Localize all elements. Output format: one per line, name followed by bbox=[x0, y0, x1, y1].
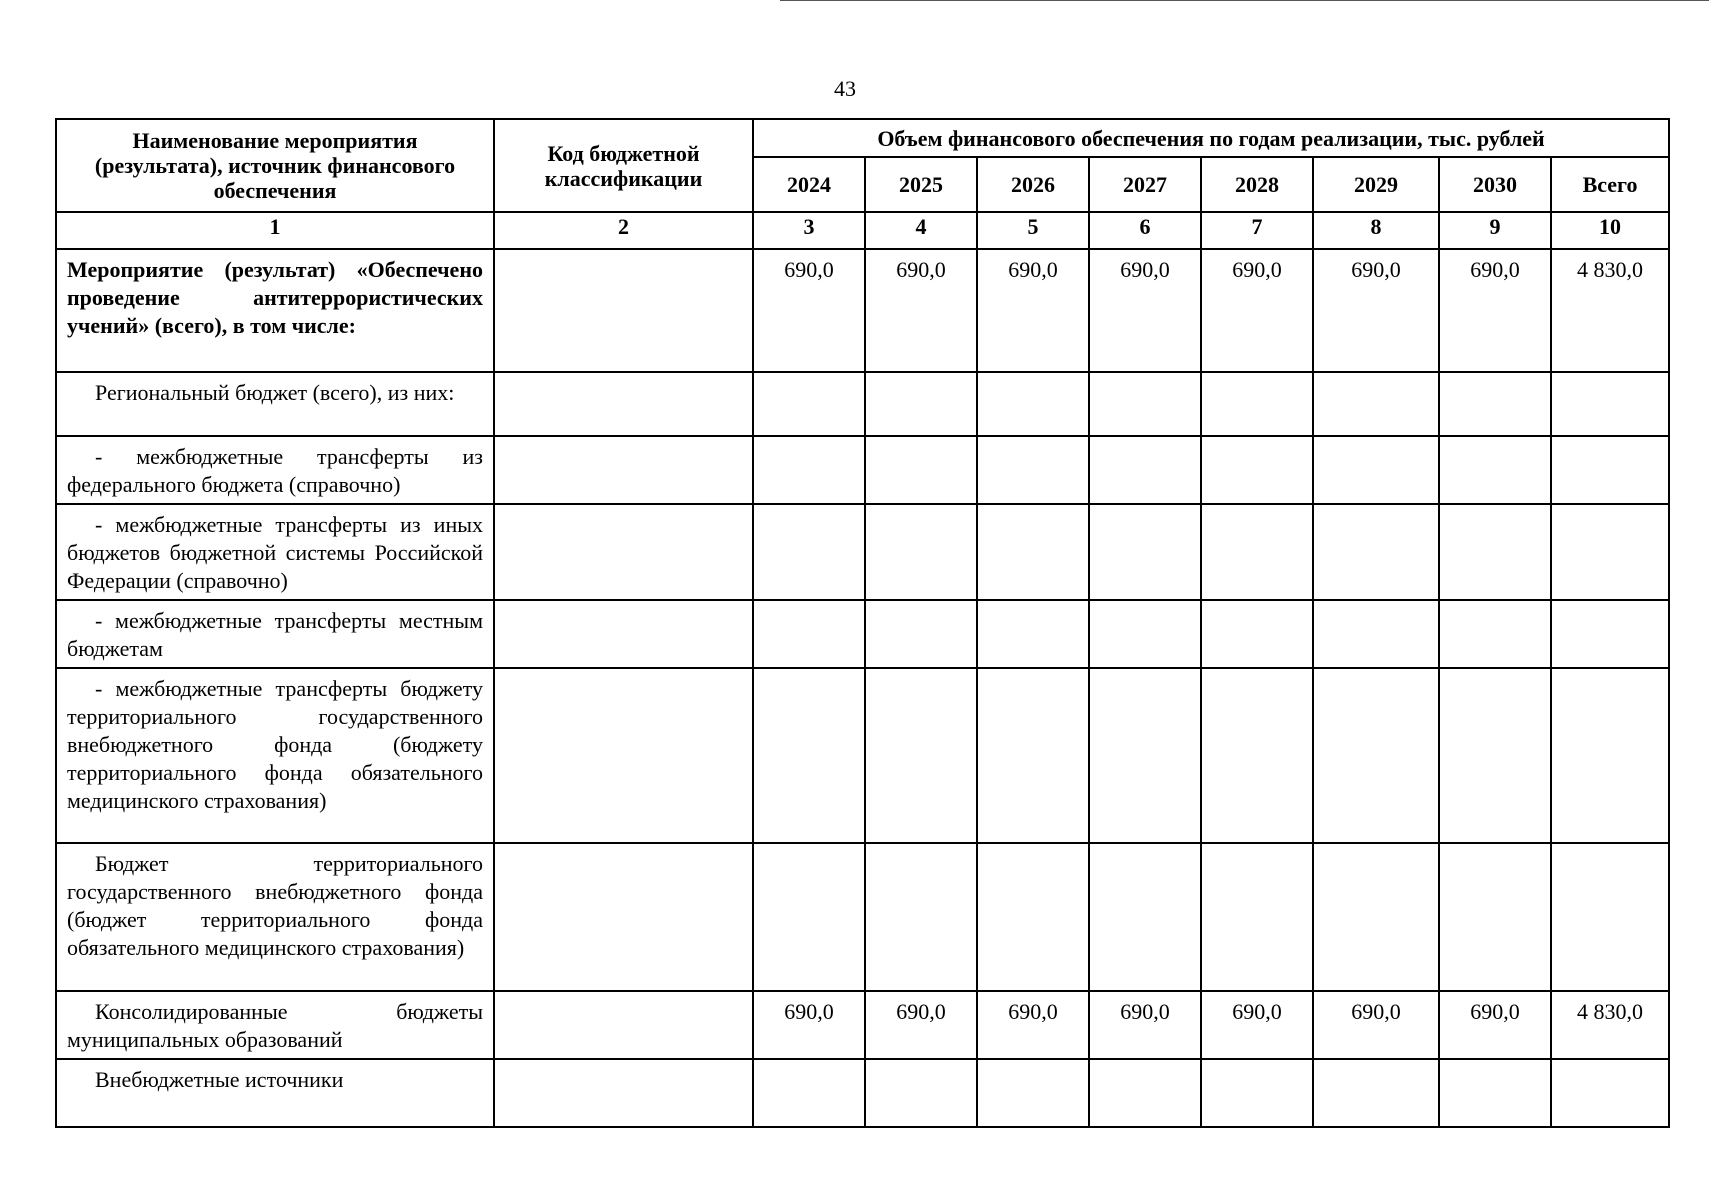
value-2028 bbox=[1201, 668, 1313, 843]
value-total: 4 830,0 bbox=[1551, 991, 1669, 1059]
value-2027 bbox=[1089, 436, 1201, 504]
value-2030 bbox=[1439, 668, 1551, 843]
header-year: 2024 bbox=[753, 157, 865, 212]
value-2024 bbox=[753, 504, 865, 600]
value-2030: 690,0 bbox=[1439, 991, 1551, 1059]
value-2030 bbox=[1439, 372, 1551, 436]
value-2024 bbox=[753, 372, 865, 436]
column-number: 4 bbox=[865, 212, 977, 249]
value-2025 bbox=[865, 600, 977, 668]
value-2028 bbox=[1201, 600, 1313, 668]
column-number: 3 bbox=[753, 212, 865, 249]
table-row-federal-transfers bbox=[56, 436, 1669, 504]
value-total bbox=[1551, 372, 1669, 436]
column-number: 6 bbox=[1089, 212, 1201, 249]
value-2028: 690,0 bbox=[1201, 249, 1313, 372]
row-code bbox=[494, 372, 753, 436]
value-2027 bbox=[1089, 843, 1201, 991]
header-year: 2027 bbox=[1089, 157, 1201, 212]
value-2030 bbox=[1439, 843, 1551, 991]
row-name-text: Региональный бюджет (всего), из них: bbox=[95, 380, 455, 405]
value-2025 bbox=[865, 1059, 977, 1127]
value-2029: 690,0 bbox=[1313, 991, 1439, 1059]
column-number: 8 bbox=[1313, 212, 1439, 249]
top-edge-rule bbox=[780, 0, 1709, 1]
value-total bbox=[1551, 843, 1669, 991]
value-total bbox=[1551, 504, 1669, 600]
header-row-1 bbox=[56, 119, 1669, 157]
header-year: 2030 bbox=[1439, 157, 1551, 212]
value-2028 bbox=[1201, 436, 1313, 504]
header-total: Всего bbox=[1551, 157, 1669, 212]
value-2026 bbox=[977, 504, 1089, 600]
value-2029: 690,0 bbox=[1313, 249, 1439, 372]
value-2024 bbox=[753, 600, 865, 668]
header-year: 2029 bbox=[1313, 157, 1439, 212]
row-name: - межбюджетные трансферты местным бюджетам bbox=[56, 600, 494, 668]
value-2028 bbox=[1201, 1059, 1313, 1127]
value-total bbox=[1551, 436, 1669, 504]
value-2030 bbox=[1439, 600, 1551, 668]
value-2027: 690,0 bbox=[1089, 991, 1201, 1059]
column-number: 5 bbox=[977, 212, 1089, 249]
value-2027 bbox=[1089, 600, 1201, 668]
table-row-fund-budget bbox=[56, 843, 1669, 991]
table-row-other-budget-transfers bbox=[56, 504, 1669, 600]
row-code bbox=[494, 843, 753, 991]
value-2029 bbox=[1313, 504, 1439, 600]
value-2025: 690,0 bbox=[865, 991, 977, 1059]
value-2029 bbox=[1313, 1059, 1439, 1127]
value-2027 bbox=[1089, 668, 1201, 843]
value-2024: 690,0 bbox=[753, 991, 865, 1059]
row-code bbox=[494, 436, 753, 504]
value-2024 bbox=[753, 843, 865, 991]
row-name bbox=[56, 372, 494, 436]
value-2024: 690,0 bbox=[753, 249, 865, 372]
row-code bbox=[494, 504, 753, 600]
value-2028 bbox=[1201, 504, 1313, 600]
value-2029 bbox=[1313, 600, 1439, 668]
value-2026 bbox=[977, 668, 1089, 843]
value-2028 bbox=[1201, 843, 1313, 991]
table-row-regional-budget bbox=[56, 372, 1669, 436]
column-number: 7 bbox=[1201, 212, 1313, 249]
value-2025 bbox=[865, 436, 977, 504]
value-2030 bbox=[1439, 1059, 1551, 1127]
value-2029 bbox=[1313, 436, 1439, 504]
value-2027: 690,0 bbox=[1089, 249, 1201, 372]
value-2026 bbox=[977, 600, 1089, 668]
value-2026 bbox=[977, 372, 1089, 436]
value-2028: 690,0 bbox=[1201, 991, 1313, 1059]
value-2028 bbox=[1201, 372, 1313, 436]
column-number: 10 bbox=[1551, 212, 1669, 249]
row-name: Мероприятие (результат) «Обеспечено проведение антитеррористических учений» (всего), в том числе: bbox=[56, 249, 494, 372]
column-number: 2 bbox=[494, 212, 753, 249]
value-2024 bbox=[753, 668, 865, 843]
row-code bbox=[494, 249, 753, 372]
header-name-column: Наименование мероприятия (результата), источник финансового обеспечения bbox=[56, 119, 494, 212]
page-number: 43 bbox=[834, 76, 856, 101]
value-2029 bbox=[1313, 372, 1439, 436]
value-2026 bbox=[977, 436, 1089, 504]
value-2027 bbox=[1089, 504, 1201, 600]
value-2025 bbox=[865, 843, 977, 991]
value-2027 bbox=[1089, 372, 1201, 436]
value-total bbox=[1551, 1059, 1669, 1127]
row-code bbox=[494, 1059, 753, 1127]
column-number: 9 bbox=[1439, 212, 1551, 249]
table-row-municipal-budgets bbox=[56, 991, 1669, 1059]
value-2027 bbox=[1089, 1059, 1201, 1127]
table-row-fund-transfers bbox=[56, 668, 1669, 843]
header-year: 2025 bbox=[865, 157, 977, 212]
value-2029 bbox=[1313, 843, 1439, 991]
value-2025: 690,0 bbox=[865, 249, 977, 372]
value-total bbox=[1551, 600, 1669, 668]
value-2030 bbox=[1439, 504, 1551, 600]
value-2024 bbox=[753, 1059, 865, 1127]
table-row-event-total bbox=[56, 249, 1669, 372]
header-year: 2028 bbox=[1201, 157, 1313, 212]
column-numbers-row bbox=[56, 212, 1669, 249]
value-total bbox=[1551, 668, 1669, 843]
row-name: - межбюджетные трансферты бюджету территориального государственного внебюджетного фонда (бюджету территориального фонда обязательного медицинского страхования) bbox=[56, 668, 494, 843]
value-2024 bbox=[753, 436, 865, 504]
value-2026: 690,0 bbox=[977, 991, 1089, 1059]
value-2025 bbox=[865, 372, 977, 436]
row-code bbox=[494, 991, 753, 1059]
column-number: 1 bbox=[56, 212, 494, 249]
row-name: - межбюджетные трансферты из федерального бюджета (справочно) bbox=[56, 436, 494, 504]
value-2030: 690,0 bbox=[1439, 249, 1551, 372]
row-code bbox=[494, 668, 753, 843]
row-name: Консолидированные бюджеты муниципальных образований bbox=[56, 991, 494, 1059]
value-2026: 690,0 bbox=[977, 249, 1089, 372]
row-code bbox=[494, 600, 753, 668]
value-2030 bbox=[1439, 436, 1551, 504]
header-code-column: Код бюджетной классификации bbox=[494, 119, 753, 212]
value-2025 bbox=[865, 668, 977, 843]
value-2029 bbox=[1313, 668, 1439, 843]
row-name: - межбюджетные трансферты из иных бюджетов бюджетной системы Российской Федерации (справочно) bbox=[56, 504, 494, 600]
table-row-extrabudgetary bbox=[56, 1059, 1669, 1127]
value-2026 bbox=[977, 843, 1089, 991]
header-year: 2026 bbox=[977, 157, 1089, 212]
row-name: Внебюджетные источники bbox=[56, 1059, 494, 1127]
table-row-local-transfers bbox=[56, 600, 1669, 668]
value-2025 bbox=[865, 504, 977, 600]
value-total: 4 830,0 bbox=[1551, 249, 1669, 372]
financing-table bbox=[55, 118, 1670, 1128]
row-name: Бюджет территориального государственного внебюджетного фонда (бюджет территориального фонда обязательного медицинского страхования) bbox=[56, 843, 494, 991]
header-financing-group: Объем финансового обеспечения по годам реализации, тыс. рублей bbox=[753, 119, 1669, 157]
value-2026 bbox=[977, 1059, 1089, 1127]
